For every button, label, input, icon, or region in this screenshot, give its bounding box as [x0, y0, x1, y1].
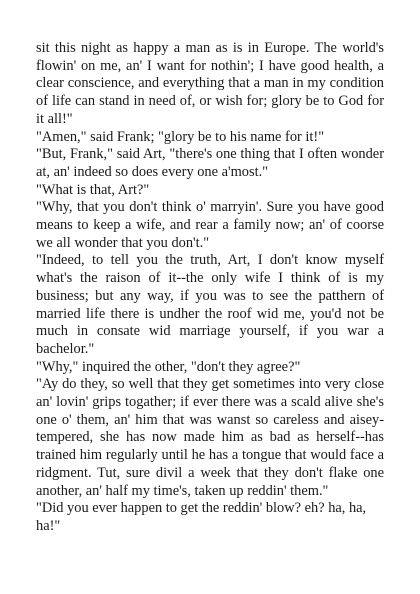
paragraph-marryin: "Why, that you don't think o' marryin'. Sure you have good means to keep a wife, and rear a family now; an' of coorse we all wonder that you don't.": [36, 199, 384, 251]
paragraph-truth: "Indeed, to tell you the truth, Art, I don't know myself what's the raison of it--the only wife I think of is my business; but any way, if you was to see the patthern of married life there is undher the roof wid me, you'd not be much in consate wid marriage yourself, if you war a bachelor.": [36, 252, 384, 357]
paragraph-amen: "Amen," said Frank; "glory be to his name for it!": [36, 128, 325, 145]
paragraph-what-is-that: "What is that, Art?": [36, 181, 150, 198]
paragraph-reddin-blow: "Did you ever happen to get the reddin' blow? eh? ha, ha, ha!": [36, 500, 367, 534]
paragraph-happy-man: sit this night as happy a man as is in Europe. The world's flowin' on me, an' I want for nothin'; I have good health, a clear conscience, and everything that a man in my condition of life can stand in need of, or wish for; glory be to God for it all!": [36, 40, 384, 127]
paragraph-wonder: "But, Frank," said Art, "there's one thing that I often wonder at, an' indeed so does every one a'most.": [36, 146, 384, 180]
paragraph-scald: "Ay do they, so well that they get sometimes into very close an' lovin' grips togather; if ever there was a scald alive she's one o' them, an' him that was wanst so careless and aisey-tempered, she has now made him as bad as herself--has trained him regularly until he has a tongue that would face a ridgment. Tut, sure divil a week that they don't flake one another, an' half my time's, taken up reddin' them.": [36, 376, 384, 499]
page-text: [36, 40, 384, 536]
paragraph-agree: "Why," inquired the other, "don't they agree?": [36, 358, 301, 375]
